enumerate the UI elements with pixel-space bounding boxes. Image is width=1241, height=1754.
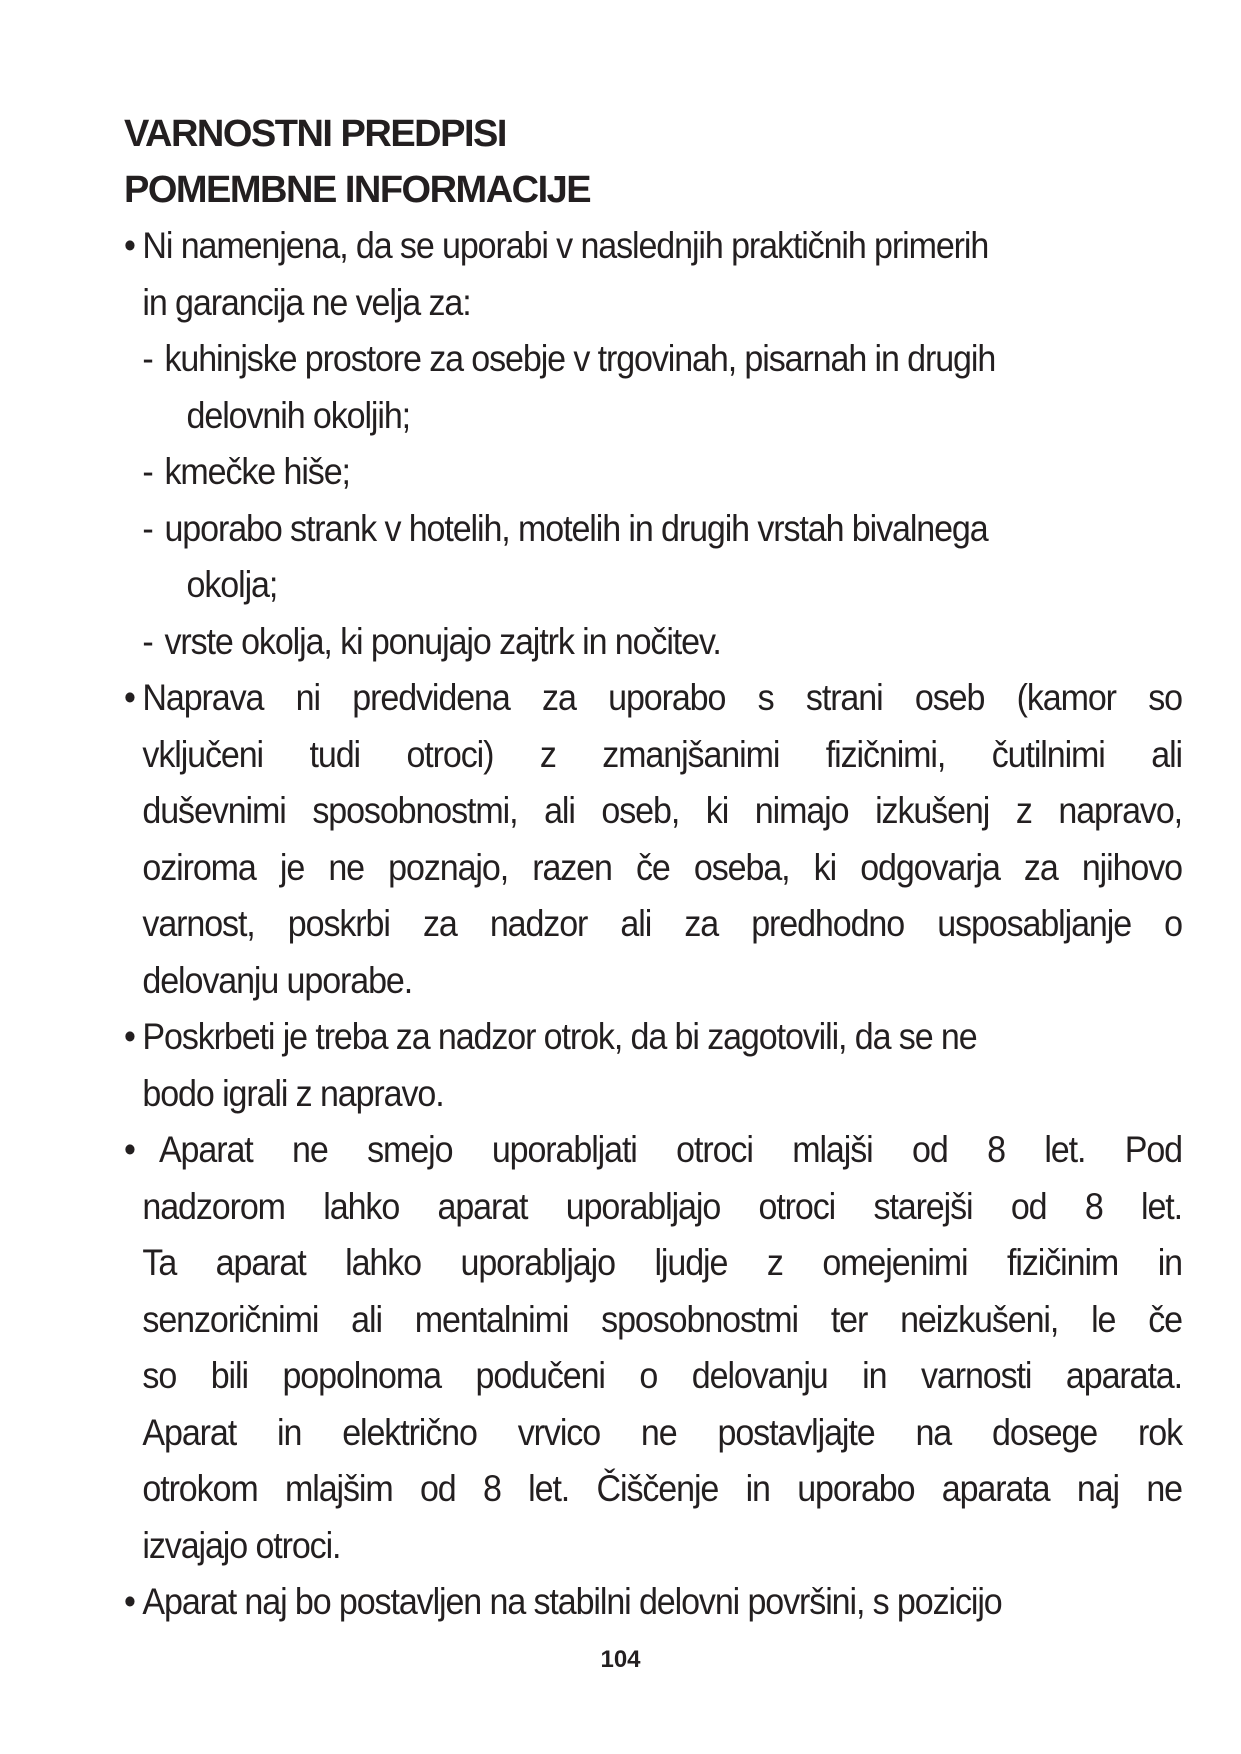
bullet-icon: • xyxy=(124,1129,135,1170)
dash-icon: - xyxy=(142,620,153,662)
bullet-reduced-capabilities xyxy=(124,670,1182,1009)
safety-instructions xyxy=(124,218,1182,1631)
bullet-icon: • xyxy=(124,677,135,718)
text-line: Aparat in električno vrvico ne postavljajte na dosege rok xyxy=(142,1411,1182,1453)
section-subtitle: POMEMBNE INFORMACIJE xyxy=(124,169,591,211)
sub-item-kitchens xyxy=(142,331,1182,444)
text-line: Aparat ne smejo uporabljati otroci mlajši od 8 let. Pod xyxy=(158,1129,1183,1170)
bullet-stable-surface xyxy=(124,1574,1182,1631)
text-line: senzoričnimi ali mentalnimi sposobnostmi ter neizkušeni, le če xyxy=(142,1298,1182,1340)
text-line: delovnih okoljih; xyxy=(186,394,411,436)
sub-item-bed-breakfast xyxy=(142,614,1182,671)
bullet-children-under-8 xyxy=(124,1122,1182,1574)
text-line: oziroma je ne poznajo, razen če oseba, ki odgovarja za njihovo xyxy=(142,846,1182,888)
bullet-icon: • xyxy=(124,225,135,266)
text-line: duševnimi sposobnostmi, ali oseb, ki nimajo izkušenj z napravo, xyxy=(142,790,1182,831)
dash-icon: - xyxy=(142,451,153,492)
text-line: vrste okolja, ki ponujajo zajtrk in nočitev. xyxy=(164,620,721,662)
dash-icon: - xyxy=(142,338,153,379)
text-line: kuhinjske prostore za osebje v trgovinah, pisarnah in drugih xyxy=(164,338,996,379)
bullet-icon: • xyxy=(124,1581,135,1622)
text-line: kmečke hiše; xyxy=(164,451,350,492)
text-line: izvajajo otroci. xyxy=(142,1524,341,1566)
text-line: delovanju uporabe. xyxy=(142,959,413,1001)
text-line: okolja; xyxy=(186,564,278,605)
text-line: bodo igrali z napravo. xyxy=(142,1072,444,1114)
text-line: Aparat naj bo postavljen na stabilni delovni površini, s pozicijo xyxy=(142,1581,1002,1622)
page-number: 104 xyxy=(600,1646,641,1673)
text-line: vključeni tudi otroci) z zmanjšanimi fizičnimi, čutilnimi ali xyxy=(142,733,1182,775)
bullet-icon: • xyxy=(124,1016,135,1057)
section-title: VARNOSTNI PREDPISI xyxy=(124,113,506,155)
bullet-not-intended-use xyxy=(124,218,1182,670)
text-line: Naprava ni predvidena za uporabo s strani oseb (kamor so xyxy=(142,677,1182,718)
text-line: nadzorom lahko aparat uporabljajo otroci starejši od 8 let. xyxy=(142,1185,1182,1227)
text-line: varnost, poskrbi za nadzor ali za predhodno usposabljanje o xyxy=(142,903,1182,944)
text-line: uporabo strank v hotelih, motelih in drugih vrstah bivalnega xyxy=(164,507,988,549)
text-line: otrokom mlajšim od 8 let. Čiščenje in uporabo aparata naj ne xyxy=(142,1468,1182,1509)
text-line: so bili popolnoma podučeni o delovanju in varnosti aparata. xyxy=(142,1355,1182,1396)
dash-icon: - xyxy=(142,507,153,549)
text-line: Poskrbeti je treba za nadzor otrok, da bi zagotovili, da se ne xyxy=(142,1016,977,1057)
text-line: Ni namenjena, da se uporabi v naslednjih praktičnih primerih xyxy=(142,225,989,266)
bullet-supervise-children xyxy=(124,1009,1182,1122)
sub-item-hotels xyxy=(142,501,1182,614)
document-page xyxy=(124,106,1186,1631)
text-line: in garancija ne velja za: xyxy=(142,281,471,323)
text-line: Ta aparat lahko uporabljajo ljudje z omejenimi fizičinim in xyxy=(142,1242,1182,1283)
sub-item-farmhouses xyxy=(142,444,1182,501)
